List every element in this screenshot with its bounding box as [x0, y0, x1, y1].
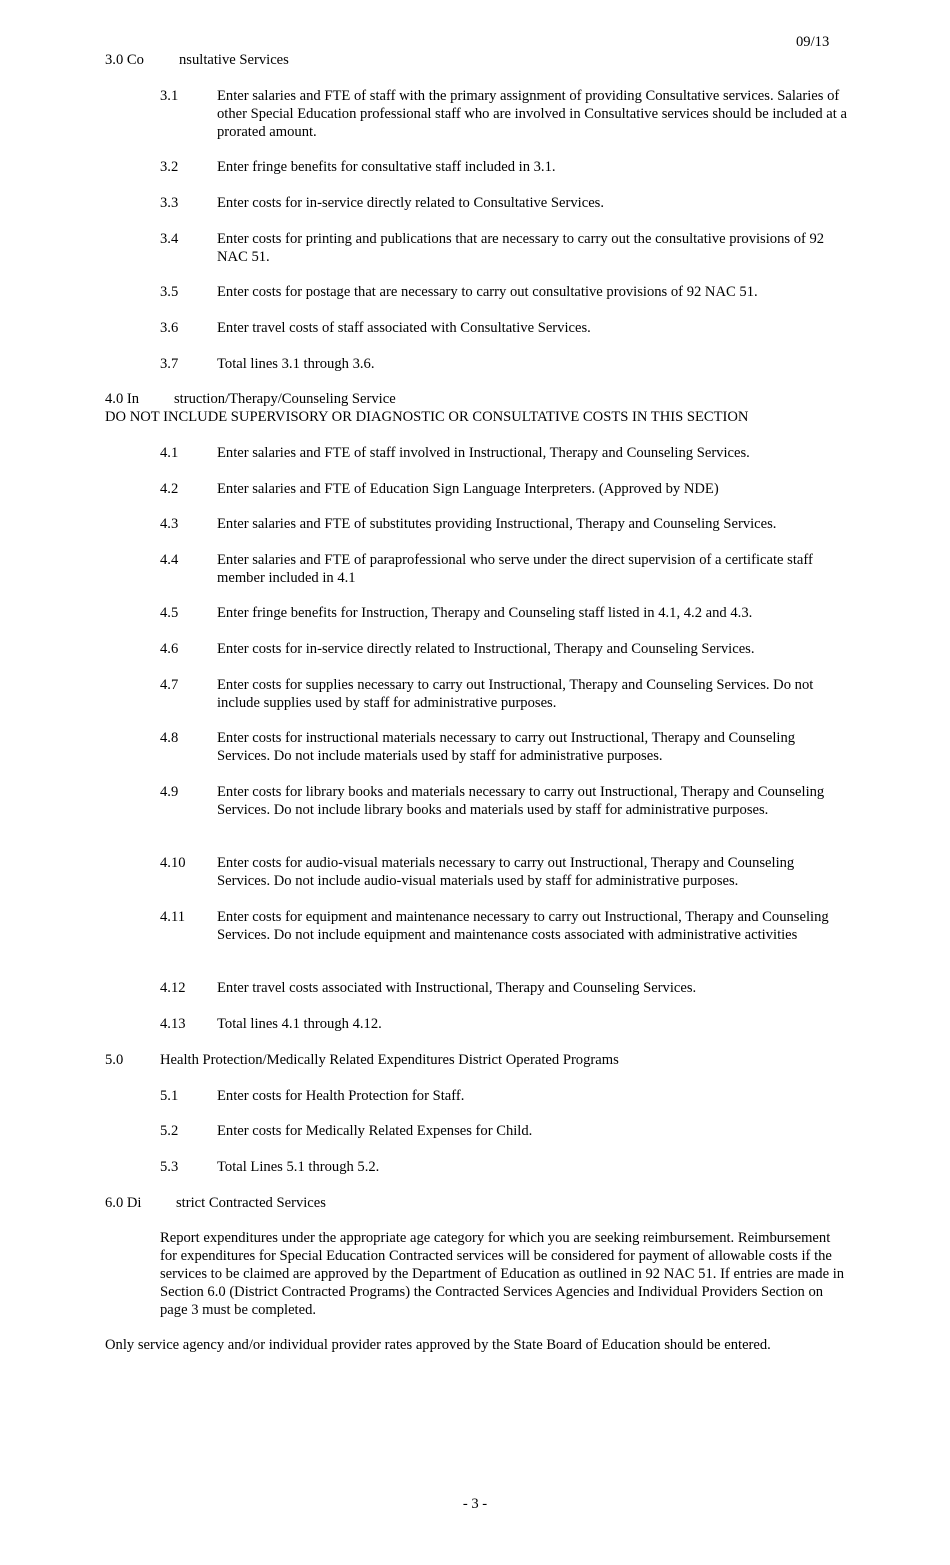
list-item-3-1 [160, 87, 850, 141]
list-item-4-8 [160, 729, 850, 765]
item-text: Enter travel costs of staff associated with Consultative Services. [217, 320, 591, 336]
item-text: Enter salaries and FTE of staff with the primary assignment of providing Consultative services. Salaries of other Special Education professional staff who are involved in Consultative services should be included at a prorated amount. [217, 88, 847, 140]
item-number: 3.6 [160, 320, 179, 336]
item-number: 4.13 [160, 1016, 186, 1032]
item-text: Enter costs for library books and materials necessary to carry out Instructional, Therapy and Counseling Services. Do not include library books and materials used by staff for administrative purposes. [217, 784, 825, 818]
section-6-paragraph: Report expenditures under the appropriate age category for which you are seeking reimbursement. Reimbursement for expenditures for Special Education Contracted services will be considered for payment of allowable costs if the services to be claimed are approved by the Department of Education as outlined in 92 NAC 51. If entries are made in Section 6.0 (District Contracted Programs) the Contracted Services Agencies and Individual Providers Section on page 3 must be completed. [160, 1230, 845, 1318]
section-6-title: strict Contracted Services [176, 1195, 326, 1211]
item-text: Enter costs for postage that are necessary to carry out consultative provisions of 92 NAC 51. [217, 284, 758, 300]
section-5-title: Health Protection/Medically Related Expenditures District Operated Programs [160, 1052, 619, 1068]
page-number: - 3 - [462, 1496, 488, 1512]
item-number: 5.1 [160, 1088, 179, 1104]
list-item-4-6 [160, 640, 850, 658]
item-text: Total lines 4.1 through 4.12. [217, 1016, 382, 1032]
list-item-3-4 [160, 230, 850, 266]
item-text: Enter costs for instructional materials necessary to carry out Instructional, Therapy and Counseling Services. Do not include materials used by staff for administrative purposes. [217, 730, 796, 764]
item-text: Enter costs for equipment and maintenance necessary to carry out Instructional, Therapy and Counseling Services. Do not include equipment and maintenance costs associated with administrative activities [217, 909, 829, 943]
list-item-4-1 [160, 444, 850, 462]
item-number: 4.10 [160, 855, 186, 871]
section-3-number: 3.0 Co [105, 52, 144, 68]
list-item-4-13 [160, 1015, 850, 1033]
item-text: Enter fringe benefits for Instruction, Therapy and Counseling staff listed in 4.1, 4.2 and 4.3. [217, 605, 753, 621]
item-text: Enter fringe benefits for consultative staff included in 3.1. [217, 159, 556, 175]
item-number: 3.7 [160, 356, 179, 372]
item-number: 4.12 [160, 980, 186, 996]
list-item-4-11 [160, 908, 850, 944]
item-number: 4.6 [160, 641, 179, 657]
item-number: 3.2 [160, 159, 179, 175]
section-3-heading [105, 51, 289, 69]
list-item-3-5 [160, 283, 850, 301]
item-text: Enter costs for in-service directly related to Instructional, Therapy and Counseling Services. [217, 641, 755, 657]
list-item-3-6 [160, 319, 850, 337]
section-6-heading [105, 1194, 326, 1212]
list-item-4-10 [160, 854, 850, 890]
section-6-number: 6.0 Di [105, 1195, 142, 1211]
list-item-4-7 [160, 676, 850, 712]
item-number: 4.3 [160, 516, 179, 532]
item-text: Enter costs for in-service directly related to Consultative Services. [217, 195, 605, 211]
item-text: Enter costs for printing and publications that are necessary to carry out the consultative provisions of 92 NAC 51. [217, 231, 825, 265]
item-text: Enter salaries and FTE of paraprofessional who serve under the direct supervision of a certificate staff member included in 4.1 [217, 552, 813, 586]
item-number: 3.5 [160, 284, 179, 300]
list-item-5-1 [160, 1087, 850, 1105]
item-text: Enter costs for Health Protection for Staff. [217, 1088, 465, 1104]
list-item-5-2 [160, 1122, 850, 1140]
item-number: 4.9 [160, 784, 179, 800]
closing-note: Only service agency and/or individual provider rates approved by the State Board of Education should be entered. [105, 1337, 771, 1353]
list-item-4-12 [160, 979, 850, 997]
section-5-heading [105, 1051, 619, 1069]
item-text: Enter salaries and FTE of substitutes providing Instructional, Therapy and Counseling Services. [217, 516, 777, 532]
section-4-heading [105, 390, 396, 408]
item-number: 4.11 [160, 909, 185, 925]
section-4-title: struction/Therapy/Counseling Service [174, 391, 396, 407]
list-item-4-3 [160, 515, 850, 533]
item-text: Enter costs for Medically Related Expenses for Child. [217, 1123, 533, 1139]
item-number: 4.8 [160, 730, 179, 746]
list-item-3-3 [160, 194, 850, 212]
item-number: 4.4 [160, 552, 179, 568]
item-number: 3.3 [160, 195, 179, 211]
list-item-4-5 [160, 604, 850, 622]
section-5-number: 5.0 [105, 1052, 124, 1068]
item-text: Enter costs for supplies necessary to carry out Instructional, Therapy and Counseling Services. Do not include supplies used by staff for administrative purposes. [217, 677, 814, 711]
item-number: 5.3 [160, 1159, 179, 1175]
list-item-4-2 [160, 480, 850, 498]
item-text: Total Lines 5.1 through 5.2. [217, 1159, 380, 1175]
section-4-warning: DO NOT INCLUDE SUPERVISORY OR DIAGNOSTIC OR CONSULTATIVE COSTS IN THIS SECTION [105, 409, 749, 425]
list-item-3-2 [160, 158, 850, 176]
item-number: 3.4 [160, 231, 179, 247]
item-number: 4.1 [160, 445, 179, 461]
item-number: 3.1 [160, 88, 179, 104]
page-date: 09/13 [796, 34, 830, 50]
item-number: 5.2 [160, 1123, 179, 1139]
item-text: Enter salaries and FTE of Education Sign Language Interpreters. (Approved by NDE) [217, 481, 719, 497]
list-item-4-9 [160, 783, 850, 819]
item-text: Enter costs for audio-visual materials necessary to carry out Instructional, Therapy and Counseling Services. Do not include audio-visual materials used by staff for administrative purposes. [217, 855, 795, 889]
list-item-3-7 [160, 355, 850, 373]
item-text: Total lines 3.1 through 3.6. [217, 356, 375, 372]
section-4-number: 4.0 In [105, 391, 140, 407]
item-number: 4.2 [160, 481, 179, 497]
item-number: 4.5 [160, 605, 179, 621]
list-item-4-4 [160, 551, 850, 587]
item-number: 4.7 [160, 677, 179, 693]
list-item-5-3 [160, 1158, 850, 1176]
item-text: Enter salaries and FTE of staff involved in Instructional, Therapy and Counseling Services. [217, 445, 750, 461]
section-3-title: nsultative Services [179, 52, 289, 68]
item-text: Enter travel costs associated with Instructional, Therapy and Counseling Services. [217, 980, 697, 996]
